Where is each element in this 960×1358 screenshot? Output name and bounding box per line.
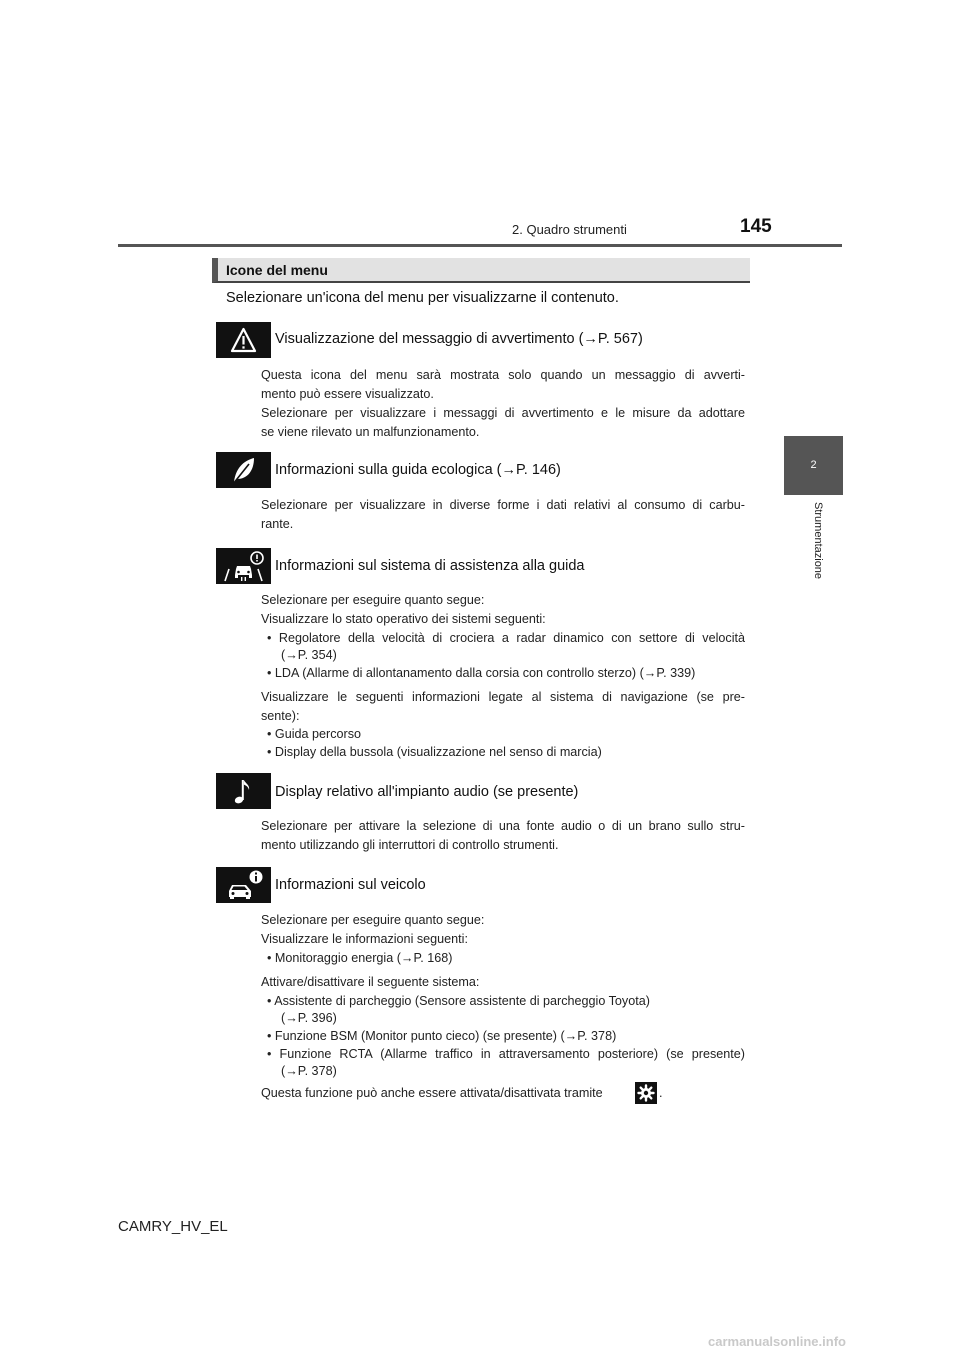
eco-leaf-icon [216, 452, 271, 488]
music-note-icon [216, 773, 271, 809]
vehicle-info-icon [216, 867, 271, 903]
eco-text-line: rante. [261, 517, 294, 531]
vehicle-text-line: Attivare/disattivare il seguente sistema: [261, 975, 480, 989]
section-intro: Selezionare un'icona del menu per visualizzarne il contenuto. [226, 290, 619, 306]
vehicle-bullet: (→P. 396) [281, 1011, 337, 1025]
watermark: carmanualsonline.info [708, 1334, 846, 1349]
vehicle-info-title: Informazioni sul veicolo [275, 877, 426, 893]
assist-text-line: Visualizzare lo stato operativo dei sistemi seguenti: [261, 612, 546, 626]
vehicle-text-line: Questa funzione può anche essere attivata/disattivata tramite [261, 1086, 603, 1100]
warning-text-line: Questa icona del menu sarà mostrata solo quando un messaggio di avverti- [261, 368, 745, 382]
assist-bullet: • Regolatore della velocità di crociera a radar dinamico con settore di velocità [267, 631, 745, 645]
vehicle-bullet: • Monitoraggio energia (→P. 168) [267, 951, 453, 965]
running-header-section: 2. Quadro strumenti [512, 222, 627, 237]
warning-text-line: se viene rilevato un malfunzionamento. [261, 425, 480, 439]
assist-text-line: Visualizzare le seguenti informazioni legate al sistema di navigazione (se pre- [261, 690, 745, 704]
assist-bullet: • Display della bussola (visualizzazione nel senso di marcia) [267, 745, 602, 759]
audio-text-line: mento utilizzando gli interruttori di controllo strumenti. [261, 838, 559, 852]
vehicle-bullet: • Funzione RCTA (Allarme traffico in attraversamento posteriore) (se presente) [267, 1047, 745, 1061]
warning-text-line: Selezionare per visualizzare i messaggi di avvertimento e le misure da adottare [261, 406, 745, 420]
vehicle-bullet: • Funzione BSM (Monitor punto cieco) (se presente) (→P. 378) [267, 1029, 617, 1043]
eco-info-title: Informazioni sulla guida ecologica (→P. 146) [275, 462, 561, 478]
section-heading-title: Icone del menu [226, 262, 328, 278]
settings-gear-icon [635, 1082, 657, 1104]
eco-text-line: Selezionare per visualizzare in diverse forme i dati relativi al consumo di carbu- [261, 498, 745, 512]
assist-text-line: Selezionare per eseguire quanto segue: [261, 593, 485, 607]
assist-bullet: (→P. 354) [281, 648, 337, 662]
assist-info-title: Informazioni sul sistema di assistenza alla guida [275, 558, 585, 574]
audio-text-line: Selezionare per attivare la selezione di una fonte audio o di un brano sullo stru- [261, 819, 745, 833]
assist-bullet: • Guida percorso [267, 727, 362, 741]
page-number: 145 [740, 216, 772, 237]
header-rule [118, 244, 842, 247]
chapter-tab-label: Strumentazione [812, 502, 824, 580]
vehicle-text-line: Visualizzare le informazioni seguenti: [261, 932, 468, 946]
vehicle-bullet: • Assistente di parcheggio (Sensore assistente di parcheggio Toyota) [267, 994, 650, 1008]
driving-assist-icon [216, 548, 271, 584]
warning-triangle-icon [216, 322, 271, 358]
warning-message-title: Visualizzazione del messaggio di avvertimento (→P. 567) [275, 331, 643, 347]
assist-bullet: • LDA (Allarme di allontanamento dalla corsia con controllo sterzo) (→P. 339) [267, 666, 696, 680]
audio-display-title: Display relativo all'impianto audio (se presente) [275, 784, 579, 800]
vehicle-text-line: Selezionare per eseguire quanto segue: [261, 913, 485, 927]
chapter-tab[interactable]: 2 [784, 436, 843, 495]
vehicle-bullet: (→P. 378) [281, 1064, 337, 1078]
vehicle-text-period: . [659, 1086, 663, 1100]
footer-model-code: CAMRY_HV_EL [118, 1218, 228, 1235]
section-heading [212, 258, 750, 283]
assist-text-line: sente): [261, 709, 300, 723]
warning-text-line: mento può essere visualizzato. [261, 387, 434, 401]
